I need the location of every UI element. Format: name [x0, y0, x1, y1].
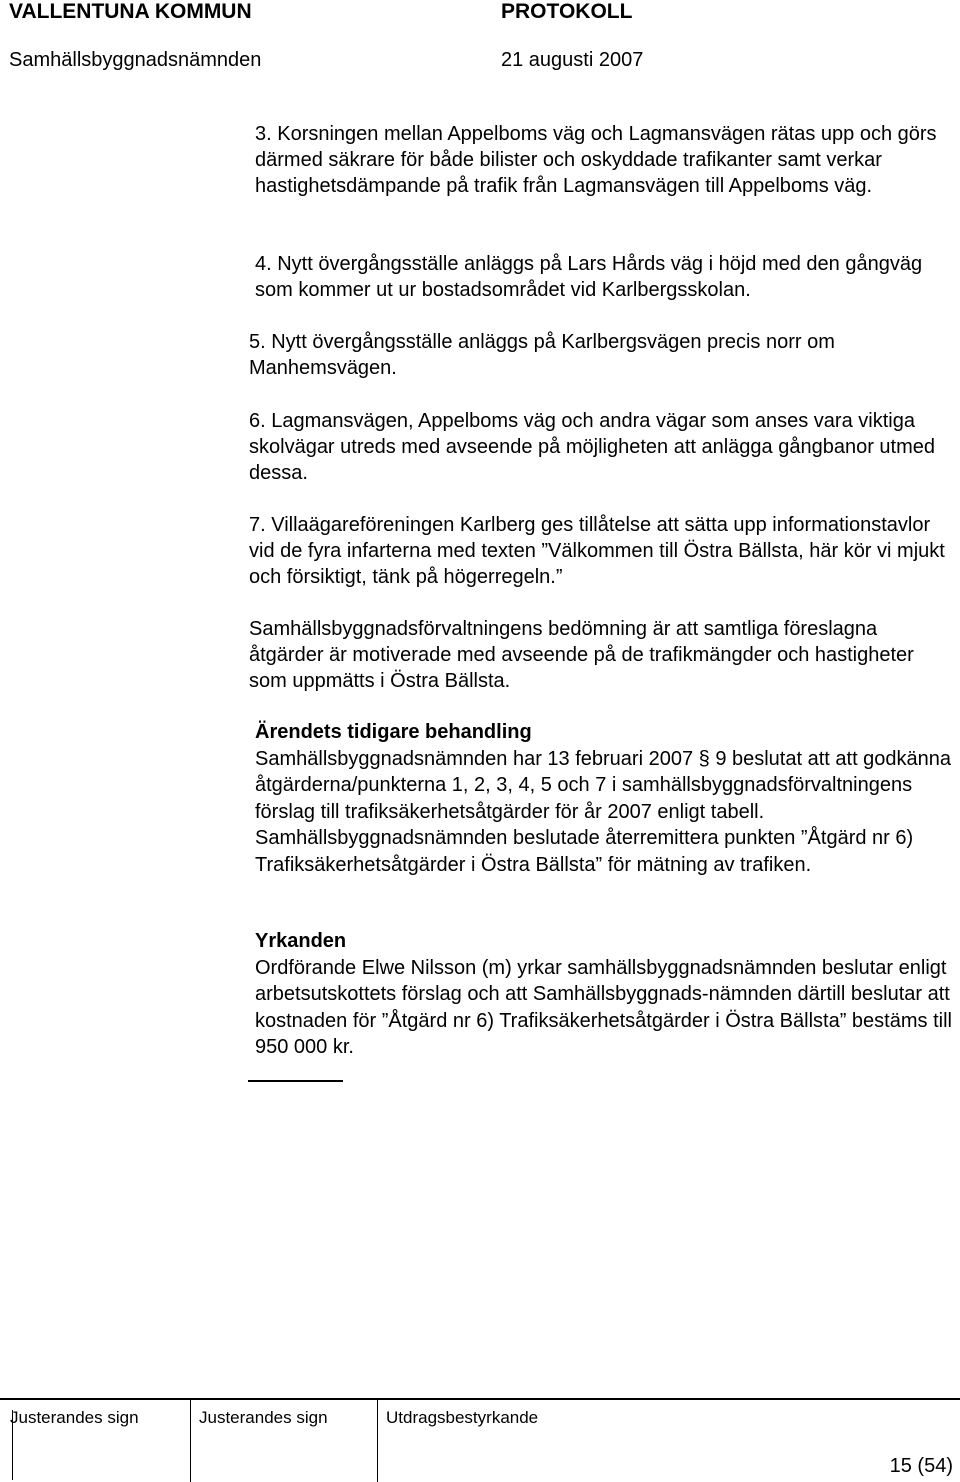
sign-label-1: Justerandes sign	[10, 1408, 139, 1427]
committee-name: Samhällsbyggnadsnämnden	[9, 49, 262, 71]
assessment-paragraph: Samhällsbyggnadsförvaltningens bedömning är att samtliga föreslagna åtgärder är motiverade med avseende på de trafikmängder och hastigheter som uppmätts i Östra Bällsta.	[249, 618, 914, 692]
document-type: PROTOKOLL	[501, 0, 633, 23]
list-item: 3. Korsningen mellan Appelboms väg och Lagmansvägen rätas upp och görs därmed säkrare för både bilister och oskyddade trafikanter samt verkar hastighetsdämpande på trafik från Lagmansvägen till Appelboms väg.	[255, 123, 937, 197]
municipality-name: VALLENTUNA KOMMUN	[9, 0, 252, 23]
page-number: 15 (54)	[889, 1455, 953, 1477]
document-header	[0, 0, 960, 28]
list-item: 6. Lagmansvägen, Appelboms väg och andra vägar som anses vara viktiga skolvägar utreds med avseende på möjligheten att anlägga gångbanor utmed dessa.	[249, 410, 936, 484]
meeting-date: 21 augusti 2007	[501, 49, 644, 71]
motions-section	[255, 928, 955, 1061]
history-text: Samhällsbyggnadsnämnden har 13 februari 2007 § 9 beslutat att att godkänna åtgärderna/punkterna 1, 2, 3, 4, 5 och 7 i samhällsbyggnadsförvaltningens förslag till trafiksäkerhetsåtgärder för år 2007 enligt tabell. Samhällsbyggnadsnämnden beslutade återremittera punkten ”Åtgärd nr 6) Trafiksäkerhetsåtgärder i Östra Bällsta” för mätning av trafiken.	[255, 747, 952, 876]
history-heading: Ärendets tidigare behandling	[255, 721, 532, 743]
motions-text: Ordförande Elwe Nilsson (m) yrkar samhällsbyggnadsnämnden beslutar enligt arbetsutskottets förslag och att Samhällsbyggnads-nämnden därtill beslutar att kostnaden för ”Åtgärd nr 6) Trafiksäkerhetsåtgärder i Östra Bällsta” bestäms till 950 000 kr.	[255, 956, 952, 1058]
signature-footer	[0, 1398, 960, 1482]
list-item: 4. Nytt övergångsställe anläggs på Lars Hårds väg i höjd med den gångväg som kommer ut ur bostadsområdet vid Karlbergsskolan.	[255, 253, 923, 301]
sign-cell-rule	[12, 1410, 13, 1480]
history-section	[255, 719, 955, 878]
closing-rule	[248, 1080, 343, 1082]
motions-heading: Yrkanden	[255, 930, 347, 952]
certified-label: Utdragsbestyrkande	[386, 1408, 539, 1427]
list-item: 7. Villaägareföreningen Karlberg ges tillåtelse att sätta upp informationstavlor vid de fyra infarterna med texten ”Välkommen till Östra Bällsta, här kör vi mjukt och försiktigt, tänk på högerregeln.”	[249, 514, 945, 588]
sign-cell-2	[190, 1400, 377, 1482]
list-item: 5. Nytt övergångsställe anläggs på Karlbergsvägen precis norr om Manhemsvägen.	[249, 331, 835, 379]
sign-label-2: Justerandes sign	[199, 1408, 328, 1427]
document-subheader	[0, 49, 960, 77]
sign-cell-1	[0, 1400, 188, 1482]
certified-cell	[377, 1400, 960, 1482]
